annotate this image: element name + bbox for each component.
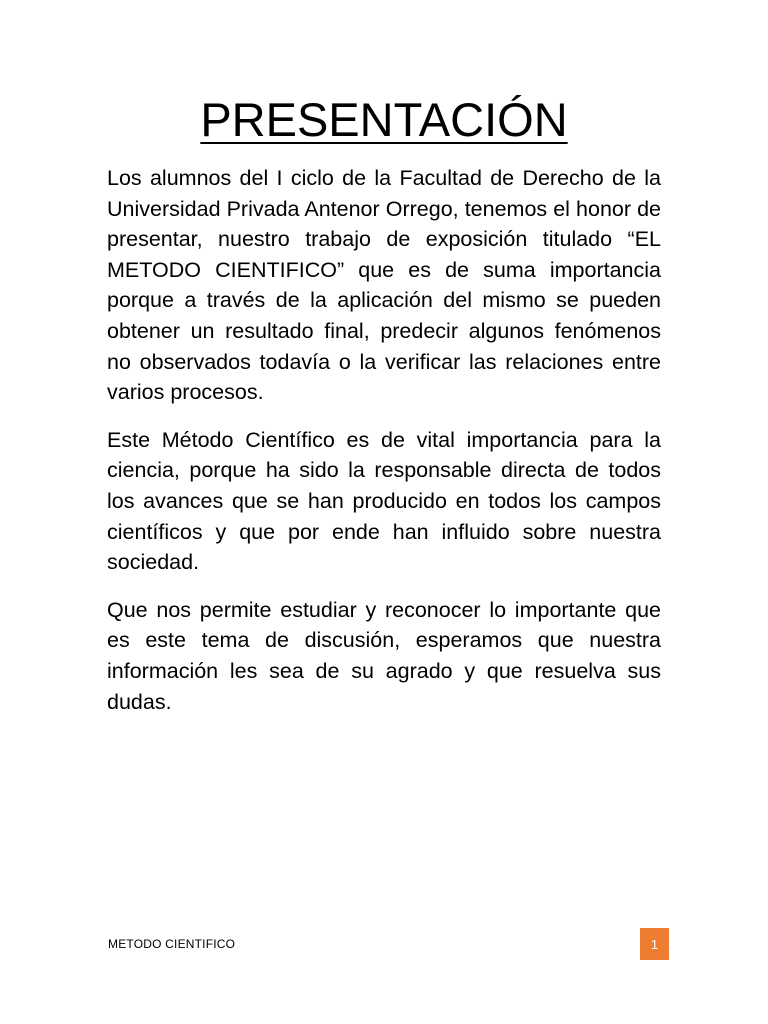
footer-label: METODO CIENTIFICO — [108, 937, 236, 951]
page-number-badge — [640, 928, 669, 960]
body-text — [107, 163, 661, 734]
paragraph-1: Los alumnos del I ciclo de la Facultad de Derecho de la Universidad Privada Antenor Orrego, tenemos el honor de presentar, nuestro trabajo de exposición titulado “EL METODO CIENTIFICO” que es de suma importancia porque a través de la aplicación del mismo se pueden obtener un resultado final, predecir algunos fenómenos no observados todavía o la verificar las relaciones entre varios procesos. — [107, 166, 661, 405]
page-title: PRESENTACIÓN — [200, 93, 568, 146]
paragraph-2: Este Método Científico es de vital importancia para la ciencia, porque ha sido la responsable directa de todos los avances que se han producido en todos los campos científicos y que por ende han influido sobre nuestra sociedad. — [107, 427, 661, 575]
page-number: 1 — [650, 936, 659, 952]
paragraph-3: Que nos permite estudiar y reconocer lo importante que es este tema de discusión, esperamos que nuestra información les sea de su agrado y que resuelva sus dudas. — [107, 597, 661, 714]
